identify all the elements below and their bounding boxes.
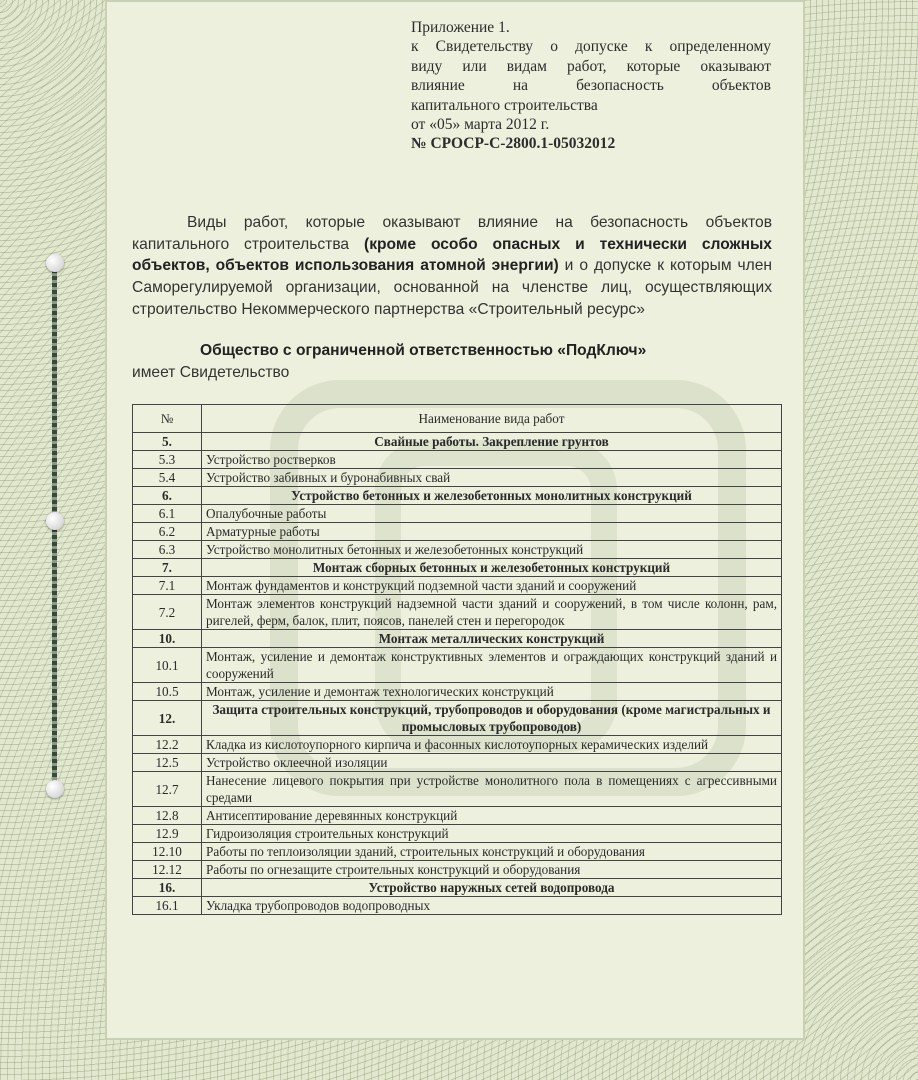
work-name: Работы по теплоизоляции зданий, строительных конструкций и оборудования (202, 843, 782, 861)
work-name: Монтаж, усиление и демонтаж конструктивных элементов и ограждающих конструкций зданий и сооружений (202, 648, 782, 683)
work-name: Свайные работы. Закрепление грунтов (202, 433, 782, 451)
table-row (133, 505, 782, 523)
reference-line: капитального строительства (411, 96, 598, 114)
work-code: 12.9 (133, 825, 202, 843)
work-code: 7.1 (133, 577, 202, 595)
grommet-middle (46, 512, 64, 530)
work-code: 12.12 (133, 861, 202, 879)
intro-text: Виды работ, которые оказывают влияние на безопасность объектов капитального строительства (132, 214, 772, 253)
intro-exclusion: (кроме особо опасных и технически сложных объектов, объектов использования атомной энергии) (132, 235, 772, 275)
appendix-header (411, 18, 771, 154)
work-code: 10.1 (133, 648, 202, 683)
work-name: Устройство монолитных бетонных и железобетонных конструкций (202, 541, 782, 559)
table-row (133, 523, 782, 541)
work-name: Устройство наружных сетей водопровода (202, 879, 782, 897)
work-code: 12.5 (133, 754, 202, 772)
reference-line: виду или видам работ, которые оказывают (411, 57, 771, 75)
work-name: Монтаж элементов конструкций надземной части зданий и сооружений, в том числе колонн, рам, ригелей, ферм, балок, плит, поясов, панелей стен и перегородок (202, 595, 782, 630)
work-name: Устройство забивных и буронабивных свай (202, 469, 782, 487)
work-code: 6.1 (133, 505, 202, 523)
work-code: 10. (133, 630, 202, 648)
table-row (133, 825, 782, 843)
table-header-row (133, 405, 782, 433)
grommet-bottom (46, 780, 64, 798)
work-name: Устройство бетонных и железобетонных монолитных конструкций (202, 487, 782, 505)
has-certificate-text: имеет Свидетельство (132, 364, 290, 381)
table-row (133, 736, 782, 754)
work-code: 6.2 (133, 523, 202, 541)
table-row (133, 469, 782, 487)
table-row (133, 648, 782, 683)
table-body (133, 433, 782, 915)
work-name: Монтаж металлических конструкций (202, 630, 782, 648)
table-section-row (133, 487, 782, 505)
table-section-row (133, 879, 782, 897)
appendix-title: Приложение 1. (411, 19, 510, 36)
work-code: 7. (133, 559, 202, 577)
table-section-row (133, 630, 782, 648)
work-code: 5.4 (133, 469, 202, 487)
work-name: Опалубочные работы (202, 505, 782, 523)
work-name: Устройство ростверков (202, 451, 782, 469)
work-code: 10.5 (133, 683, 202, 701)
column-header-number: № (133, 405, 202, 433)
column-header-name: Наименование вида работ (202, 405, 782, 433)
table-row (133, 843, 782, 861)
table-row (133, 754, 782, 772)
work-name: Защита строительных конструкций, трубопроводов и оборудования (кроме магистральных и промысловых трубопроводов) (202, 701, 782, 736)
table-row (133, 861, 782, 879)
work-code: 12.8 (133, 807, 202, 825)
work-name: Антисептирование деревянных конструкций (202, 807, 782, 825)
work-name: Устройство оклеечной изоляции (202, 754, 782, 772)
work-code: 7.2 (133, 595, 202, 630)
table-section-row (133, 433, 782, 451)
work-code: 5. (133, 433, 202, 451)
table-row (133, 807, 782, 825)
reference-line: к Свидетельству о допуске к определенному (411, 38, 771, 56)
table-row (133, 541, 782, 559)
work-name: Монтаж фундаментов и конструкций подземной части зданий и сооружений (202, 577, 782, 595)
work-name: Нанесение лицевого покрытия при устройстве монолитного пола в помещениях с агрессивными средами (202, 772, 782, 807)
table-row (133, 577, 782, 595)
work-name: Работы по огнезащите строительных конструкций и оборудования (202, 861, 782, 879)
table-row (133, 595, 782, 630)
table-row (133, 897, 782, 915)
certificate-number: № СРОСР-С-2800.1-05032012 (411, 135, 616, 153)
table-row (133, 683, 782, 701)
work-code: 12.2 (133, 736, 202, 754)
work-code: 12.7 (133, 772, 202, 807)
work-name: Монтаж сборных бетонных и железобетонных конструкций (202, 559, 782, 577)
work-name: Укладка трубопроводов водопроводных (202, 897, 782, 915)
table-section-row (133, 701, 782, 736)
company-name: Общество с ограниченной ответственностью «ПодКлюч» (200, 342, 647, 359)
intro-paragraph (132, 212, 772, 321)
work-name: Арматурные работы (202, 523, 782, 541)
reference-line: влияние на безопасность объектов (411, 77, 771, 95)
work-name: Кладка из кислотоупорного кирпича и фасонных кислотоупорных керамических изделий (202, 736, 782, 754)
work-code: 12.10 (133, 843, 202, 861)
work-name: Монтаж, усиление и демонтаж технологических конструкций (202, 683, 782, 701)
work-code: 12. (133, 701, 202, 736)
certificate-date: от «05» марта 2012 г. (411, 116, 550, 134)
table-section-row (133, 559, 782, 577)
grommet-top (46, 254, 64, 272)
table-row (133, 451, 782, 469)
work-code: 6.3 (133, 541, 202, 559)
works-table (132, 404, 782, 915)
intro-text-cont: и о допуске к которым член Саморегулируемой организации, основанной на членстве лиц, осуществляющих строительство Некоммерческого партнерства «Строительный ресурс» (132, 257, 772, 318)
work-name: Гидроизоляция строительных конструкций (202, 825, 782, 843)
work-code: 16.1 (133, 897, 202, 915)
work-code: 5.3 (133, 451, 202, 469)
table-row (133, 772, 782, 807)
work-code: 16. (133, 879, 202, 897)
work-code: 6. (133, 487, 202, 505)
